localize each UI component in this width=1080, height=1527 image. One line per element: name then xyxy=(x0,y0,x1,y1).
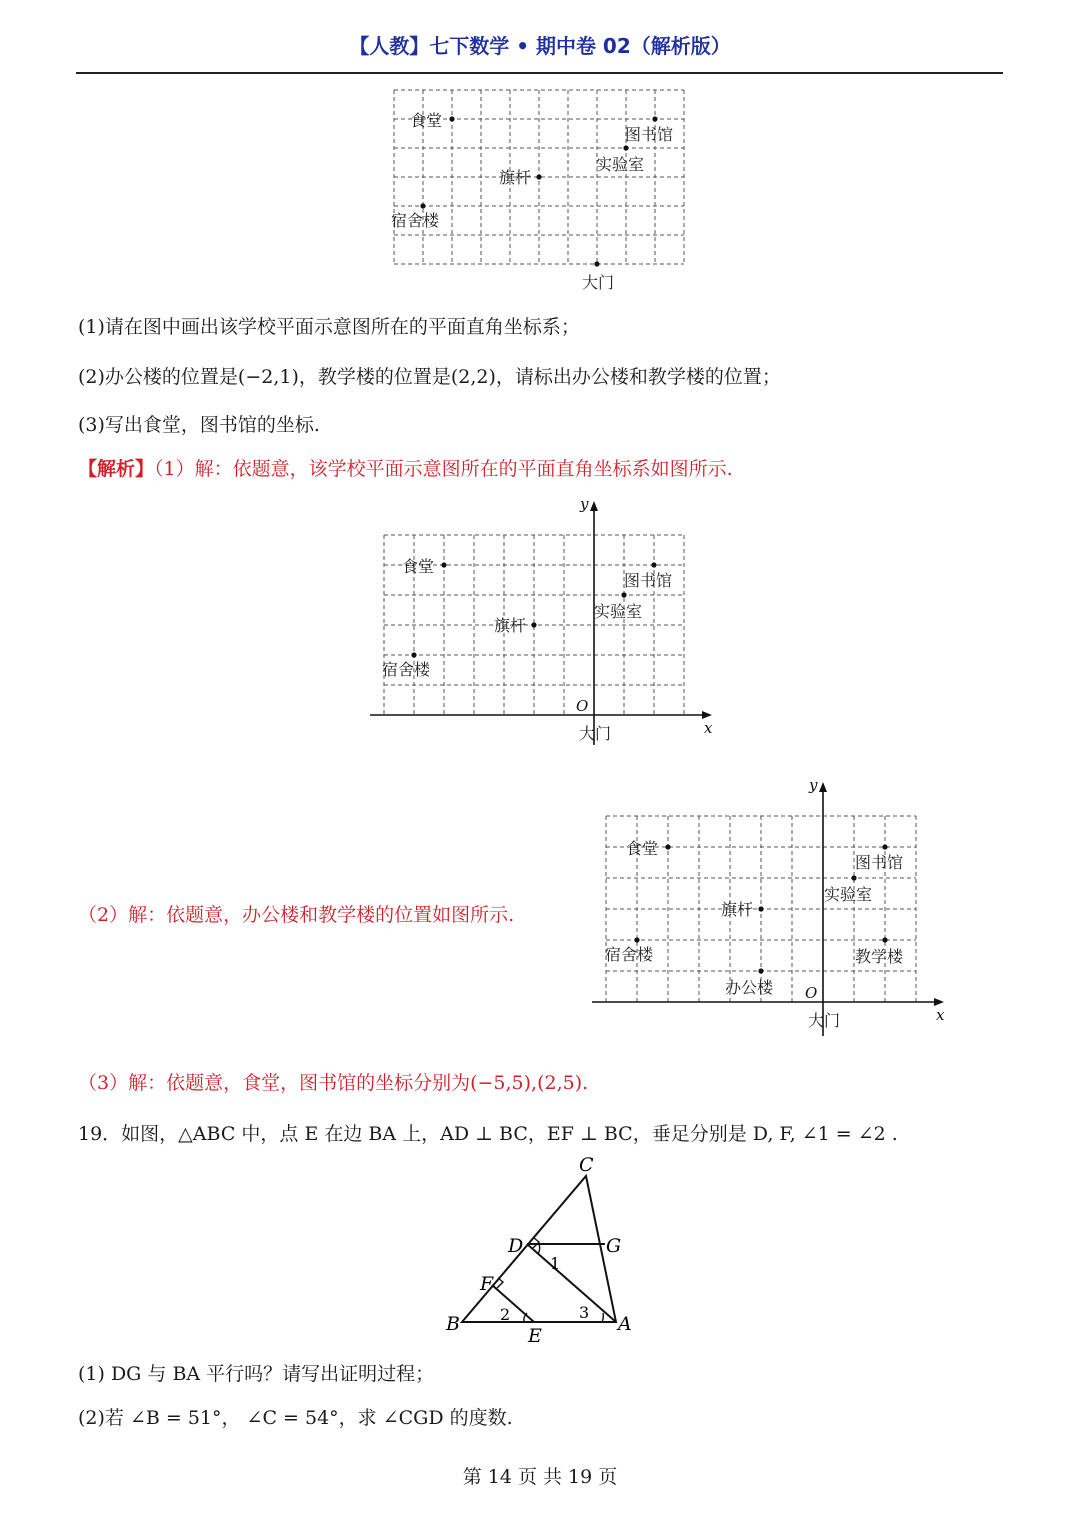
vertex-c: C xyxy=(579,1154,594,1176)
angle-label-3: 3 xyxy=(579,1303,590,1322)
y-axis-label: y xyxy=(809,776,818,794)
map-label-gate: 大门 xyxy=(579,724,612,743)
x-axis-label: x xyxy=(704,719,713,737)
q18-part2: (2)办公楼的位置是(−2,1)，教学楼的位置是(2,2)，请标出办公楼和教学楼的位置； xyxy=(78,366,781,388)
school-map-with-buildings xyxy=(580,775,960,1045)
map-label-canteen: 食堂 xyxy=(410,111,443,130)
x-axis-label: x xyxy=(936,1006,945,1024)
map-label-canteen: 食堂 xyxy=(402,557,435,576)
solution-part1-text: （1）解：依题意，该学校平面示意图所在的平面直角坐标系如图所示. xyxy=(154,458,733,480)
solution-part3: （3）解：依题意，食堂，图书馆的坐标分别为(−5,5),(2,5). xyxy=(78,1072,589,1094)
map-label-flagpole: 旗杆 xyxy=(499,168,532,187)
solution-part1 xyxy=(78,454,733,481)
triangle-figure xyxy=(440,1150,640,1350)
vertex-a: A xyxy=(618,1313,632,1335)
map-label-lab: 实验室 xyxy=(596,155,645,174)
map-point-lab xyxy=(621,592,626,597)
map-label-canteen: 食堂 xyxy=(626,839,659,858)
map-label-gate: 大门 xyxy=(808,1011,841,1030)
map-label-library: 图书馆 xyxy=(625,125,674,144)
map-point-library xyxy=(882,844,887,849)
q18-part1: (1)请在图中画出该学校平面示意图所在的平面直角坐标系； xyxy=(78,316,580,338)
angle-label-1: 1 xyxy=(550,1254,561,1273)
map-label-lab: 实验室 xyxy=(824,885,873,904)
origin-label: O xyxy=(805,984,818,1002)
map-label-library: 图书馆 xyxy=(624,571,673,590)
angle-label-2: 2 xyxy=(500,1305,511,1324)
map-point-dorm xyxy=(411,652,416,657)
q19-stem: 19．如图，△ABC 中，点 E 在边 BA 上，AD ⊥ BC，EF ⊥ BC，垂足分别是 D, F, ∠1 = ∠2 . xyxy=(78,1123,898,1145)
q18-part3: (3)写出食堂，图书馆的坐标. xyxy=(78,414,320,436)
page-header-title: 【人教】七下数学 • 期中卷 02（解析版） xyxy=(349,34,731,58)
school-map-grid xyxy=(370,86,710,296)
vertex-b: B xyxy=(446,1313,460,1335)
header-rule xyxy=(76,72,1003,74)
map-label-dorm: 宿舍楼 xyxy=(605,945,654,964)
map-label-flagpole: 旗杆 xyxy=(494,616,527,635)
map-label-library: 图书馆 xyxy=(855,853,904,872)
vertex-e: E xyxy=(528,1325,542,1347)
map-label-gate: 大门 xyxy=(582,273,615,292)
map-point-lab xyxy=(623,145,628,150)
map-point-office xyxy=(758,968,763,973)
y-axis-arrow xyxy=(590,501,598,511)
map-point-canteen xyxy=(449,116,454,121)
map-point-flagpole xyxy=(758,906,763,911)
map-point-dorm xyxy=(634,937,639,942)
vertex-d: D xyxy=(508,1235,524,1257)
segment-ef xyxy=(492,1285,534,1322)
q19-part2: (2)若 ∠B = 51°， ∠C = 54°，求 ∠CGD 的度数. xyxy=(78,1407,513,1429)
map-label-dorm: 宿舍楼 xyxy=(391,211,440,230)
map-point-canteen xyxy=(665,844,670,849)
page-footer: 第 14 页 共 19 页 xyxy=(462,1466,618,1488)
solution-part2: （2）解：依题意，办公楼和教学楼的位置如图所示. xyxy=(78,904,515,926)
map-point-flagpole xyxy=(536,174,541,179)
map-label-lab: 实验室 xyxy=(594,602,643,621)
map-point-library xyxy=(651,562,656,567)
angle3-arc xyxy=(602,1313,603,1322)
map-point-teaching xyxy=(882,937,887,942)
map-label-dorm: 宿舍楼 xyxy=(382,660,431,679)
map-point-dorm xyxy=(420,203,425,208)
map-point-flagpole xyxy=(531,622,536,627)
origin-label: O xyxy=(576,697,589,715)
map-label-office: 办公楼 xyxy=(725,978,774,997)
y-axis-arrow xyxy=(819,782,827,792)
q19-part1: (1) DG 与 BA 平行吗？请写出证明过程； xyxy=(78,1363,435,1385)
y-axis-label: y xyxy=(580,495,589,513)
map-label-teaching: 教学楼 xyxy=(855,947,904,966)
map-point-gate xyxy=(594,261,599,266)
map-point-canteen xyxy=(441,562,446,567)
angle1-arc xyxy=(538,1244,540,1254)
x-axis-arrow xyxy=(702,711,712,719)
vertex-g: G xyxy=(606,1235,622,1257)
map-point-lab xyxy=(851,875,856,880)
solution-tag: 【解析】 xyxy=(78,458,155,480)
map-label-flagpole: 旗杆 xyxy=(721,900,754,919)
map-point-library xyxy=(652,116,657,121)
vertex-f: F xyxy=(480,1273,494,1295)
x-axis-arrow xyxy=(934,998,944,1006)
school-map-with-axes xyxy=(360,495,730,745)
